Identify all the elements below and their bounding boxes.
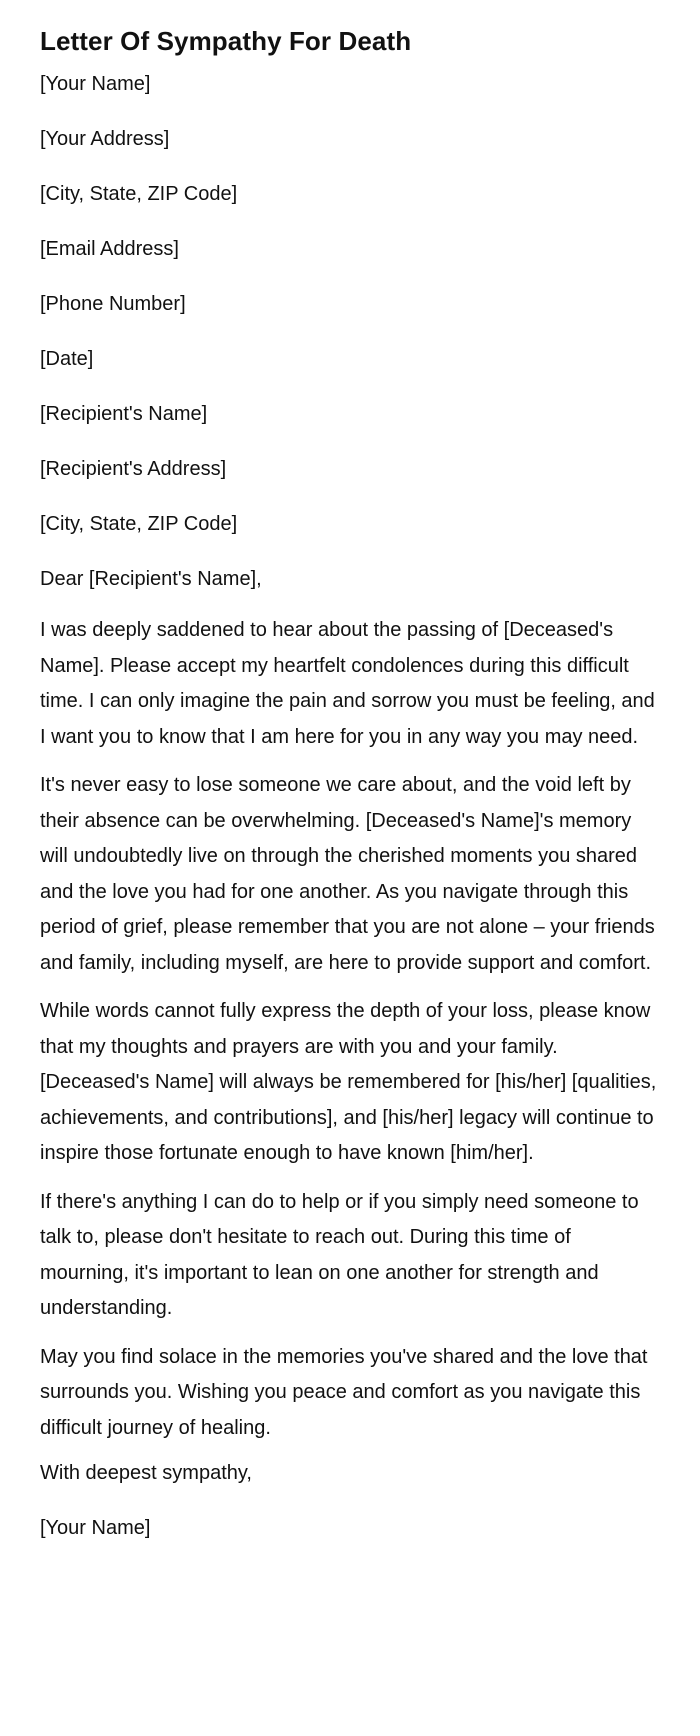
body-paragraph: I was deeply saddened to hear about the passing of [Deceased's Name]. Please accept my heartfelt condolences during this difficult time. I can only imagine the pain and sorrow you must be feeling, and I want you to know that I am here for you in any way you may need. (40, 619, 655, 748)
document-title: Letter Of Sympathy For Death (40, 26, 412, 56)
body-paragraph: May you find solace in the memories you've shared and the love that surrounds you. Wishing you peace and comfort as you navigate this difficult journey of healing. (40, 1345, 648, 1439)
recipient-city-state-zip: [City, State, ZIP Code] (40, 513, 238, 535)
recipient-name: [Recipient's Name] (40, 403, 208, 425)
sender-email: [Email Address] (40, 238, 179, 260)
signature: [Your Name] (40, 1517, 151, 1539)
sender-phone: [Phone Number] (40, 293, 186, 315)
letter-body (40, 613, 660, 1446)
sender-address: [Your Address] (40, 128, 170, 150)
body-paragraph: It's never easy to lose someone we care about, and the void left by their absence can be overwhelming. [Deceased's Name]'s memory will undoubtedly live on through the cherished moments you shared and the love you had for one another. As you navigate through this period of grief, please remember that you are not alone – your friends and family, including myself, are here to provide support and comfort. (40, 774, 655, 974)
sender-city-state-zip: [City, State, ZIP Code] (40, 183, 238, 205)
closing: With deepest sympathy, (40, 1462, 252, 1484)
body-paragraph: If there's anything I can do to help or if you simply need someone to talk to, please don't hesitate to reach out. During this time of mourning, it's important to lean on one another for strength and understanding. (40, 1190, 639, 1319)
salutation: Dear [Recipient's Name], (40, 568, 262, 590)
sender-name: [Your Name] (40, 73, 151, 95)
sender-block (40, 70, 660, 373)
recipient-block (40, 400, 660, 538)
letter-date: [Date] (40, 348, 94, 370)
recipient-address: [Recipient's Address] (40, 458, 227, 480)
body-paragraph: While words cannot fully express the depth of your loss, please know that my thoughts and prayers are with you and your family. [Deceased's Name] will always be remembered for [his/her] [qualities, achievements, and contributions], and [his/her] legacy will continue to inspire those fortunate enough to have known [him/her]. (40, 1000, 657, 1164)
